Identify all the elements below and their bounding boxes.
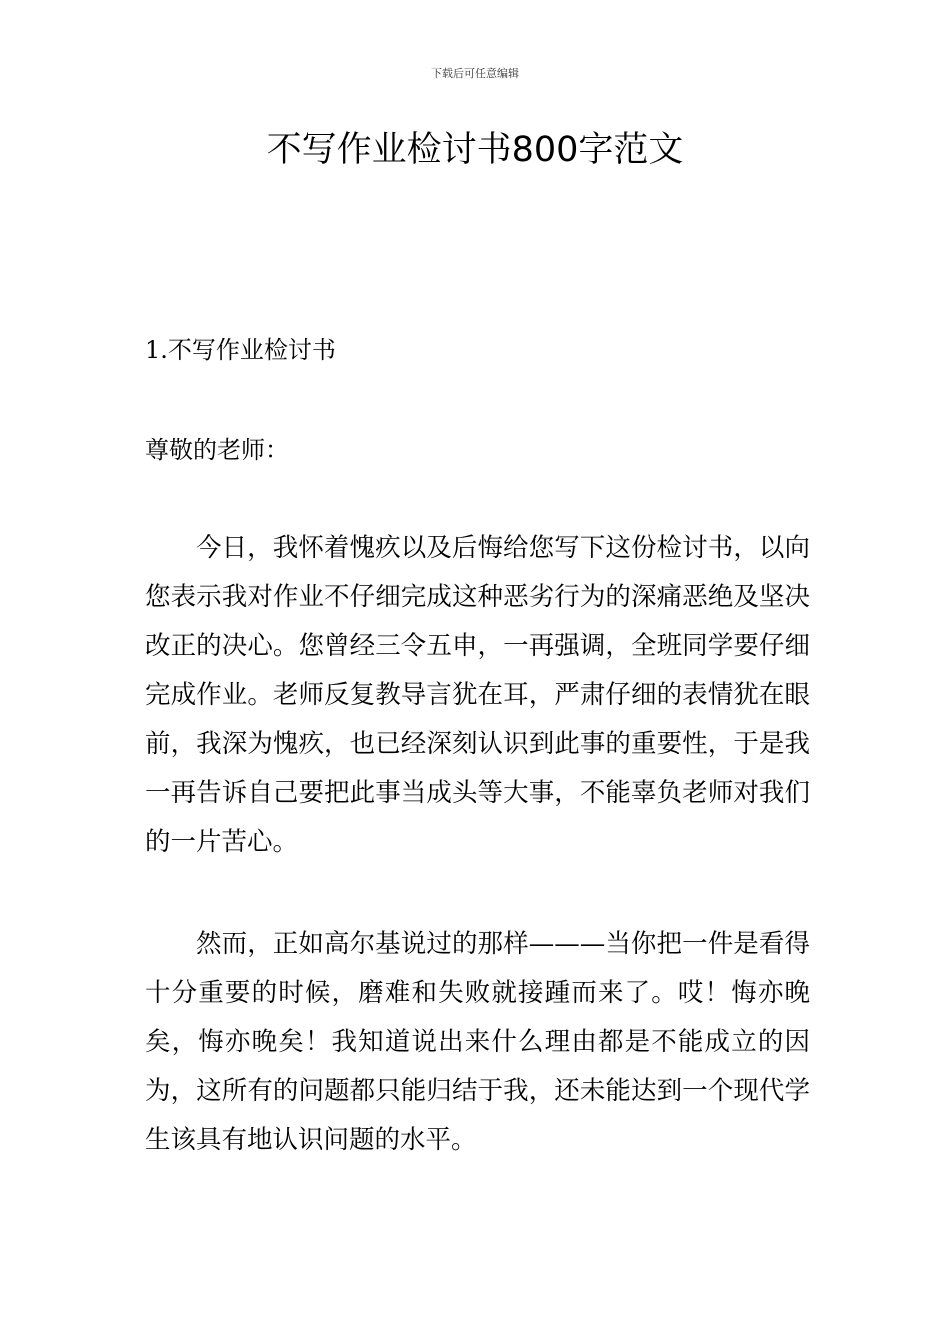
body-paragraph-1: 今日，我怀着愧疚以及后悔给您写下这份检讨书，以向您表示我对作业不仔细完成这种恶劣行为的深痛恶绝及坚决改正的决心。您曾经三令五申，一再强调，全班同学要仔细完成作业。老师反复教导言犹在耳，严肃仔细的表情犹在眼前，我深为愧疚，也已经深刻认识到此事的重要性，于是我一再告诉自己要把此事当成头等大事，不能辜负老师对我们的一片苦心。 (145, 533, 810, 857)
body-paragraph-2: 然而，正如高尔基说过的那样———当你把一件是看得十分重要的时候，磨难和失败就接踵而来了。哎！悔亦晚矣，悔亦晚矣！我知道说出来什么理由都是不能成立的因为，这所有的问题都只能归结于我，还未能达到一个现代学生该具有地认识问题的水平。 (145, 929, 810, 1155)
header-note: 下载后可任意编辑 (431, 67, 519, 80)
document-title: 不写作业检讨书800字范文 (266, 130, 684, 170)
salutation: 尊敬的老师： (145, 436, 289, 464)
section-heading: 1.不写作业检讨书 (145, 336, 336, 364)
